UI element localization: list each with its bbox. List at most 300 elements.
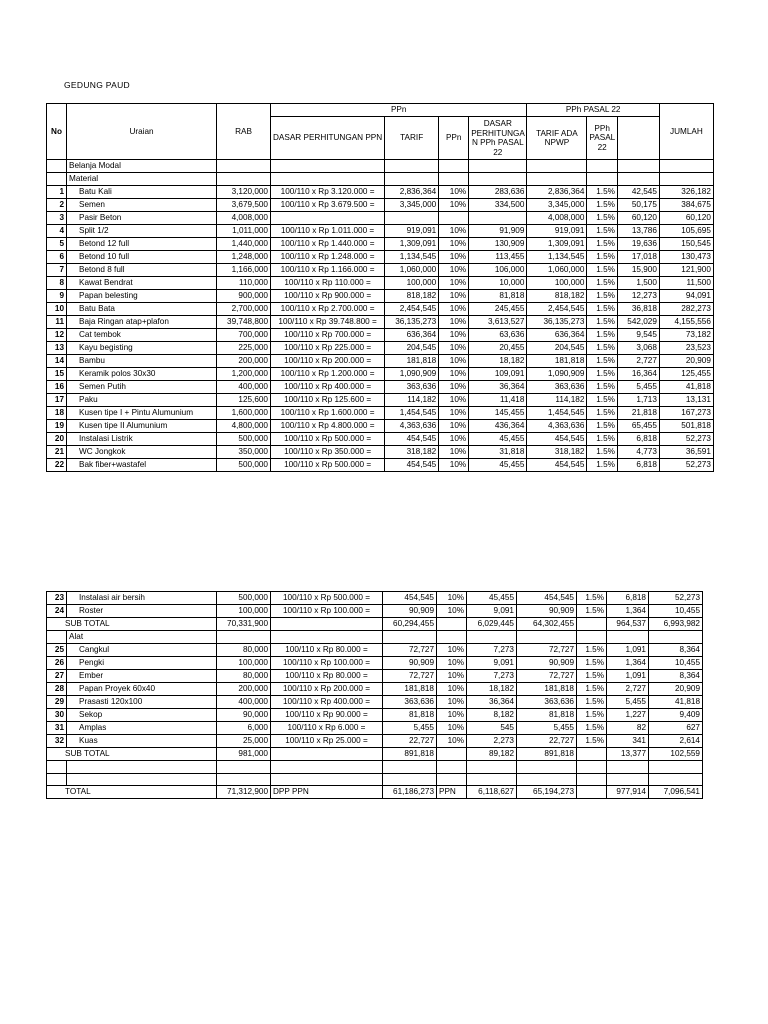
table-cell: 36,818 [617, 303, 659, 316]
table-cell: 10% [439, 446, 469, 459]
table-cell: 100/110 x Rp 2.700.000 = [271, 303, 385, 316]
table-cell: 636,364 [527, 329, 587, 342]
table-cell: 52,273 [659, 459, 713, 472]
table-cell: 341 [607, 735, 649, 748]
table-cell: 10% [437, 657, 467, 670]
table-cell: 5,455 [517, 722, 577, 735]
table-cell: 1.5% [587, 316, 617, 329]
table-cell: 3 [47, 212, 67, 225]
table-cell: 2,700,000 [217, 303, 271, 316]
table-row [47, 605, 703, 618]
table-cell: 18 [47, 407, 67, 420]
table-cell: 100/110 x Rp 350.000 = [271, 446, 385, 459]
table-cell: 113,455 [469, 251, 527, 264]
table-cell: 36,591 [659, 446, 713, 459]
table-cell: 10% [439, 251, 469, 264]
table-cell: 16 [47, 381, 67, 394]
table-cell: 8,364 [649, 670, 703, 683]
table-cell: Semen Putih [67, 381, 217, 394]
table-cell: 1.5% [587, 264, 617, 277]
table-cell: 8,182 [467, 709, 517, 722]
table-cell: 1,060,000 [527, 264, 587, 277]
table-cell: 1,227 [607, 709, 649, 722]
table-cell: Kawat Bendrat [67, 277, 217, 290]
table-cell: 2,273 [467, 735, 517, 748]
table-cell: 1,454,545 [385, 407, 439, 420]
table-cell: 2,454,545 [385, 303, 439, 316]
table-cell: 45,455 [467, 592, 517, 605]
table-cell: 1.5% [587, 446, 617, 459]
table-row [47, 238, 714, 251]
table-row [47, 722, 703, 735]
header-ppn: PPn [439, 117, 469, 160]
table-cell: 1.5% [587, 342, 617, 355]
table-cell: 100/110 x Rp 1.440.000 = [271, 238, 385, 251]
table-cell: 125,600 [217, 394, 271, 407]
table-cell [469, 212, 527, 225]
summary-cell: 891,818 [383, 748, 437, 761]
summary-label: SUB TOTAL [47, 748, 217, 761]
table-cell: 10% [439, 303, 469, 316]
section-belanja-modal: Belanja Modal [67, 160, 217, 173]
table-row [47, 199, 714, 212]
table-cell: 114,182 [527, 394, 587, 407]
table-cell: 100/110 x Rp 500.000 = [271, 433, 385, 446]
table-cell: 326,182 [659, 186, 713, 199]
table-cell: 28 [47, 683, 67, 696]
table-cell: 10% [439, 238, 469, 251]
table-cell: 542,029 [617, 316, 659, 329]
table-cell: 1,364 [607, 605, 649, 618]
table-cell: 334,500 [469, 199, 527, 212]
table-cell: 200,000 [217, 355, 271, 368]
table-cell: 50,175 [617, 199, 659, 212]
table-cell: 1,248,000 [217, 251, 271, 264]
table-cell: 1.5% [587, 459, 617, 472]
table-row [47, 225, 714, 238]
table-cell: 225,000 [217, 342, 271, 355]
table-cell: 100/110 x Rp 1.166.000 = [271, 264, 385, 277]
table-row [47, 186, 714, 199]
header-rab: RAB [217, 104, 271, 160]
table-row [47, 303, 714, 316]
table-cell: 363,636 [517, 696, 577, 709]
summary-cell: 981,000 [217, 748, 271, 761]
table-cell: 4,155,556 [659, 316, 713, 329]
table-cell: 23 [47, 592, 67, 605]
table-cell: 363,636 [385, 381, 439, 394]
summary-cell: 102,559 [649, 748, 703, 761]
table-cell: 919,091 [385, 225, 439, 238]
table-cell: Baja Ringan atap+plafon [67, 316, 217, 329]
table-cell: 1.5% [577, 683, 607, 696]
table-cell: 10% [437, 722, 467, 735]
table-cell: 1,090,909 [385, 368, 439, 381]
table-cell: 19,636 [617, 238, 659, 251]
table-cell: 3,120,000 [217, 186, 271, 199]
table-cell: Papan belesting [67, 290, 217, 303]
table-cell: 1,200,000 [217, 368, 271, 381]
table-cell: 1,309,091 [527, 238, 587, 251]
summary-cell [437, 618, 467, 631]
table-cell: 11,418 [469, 394, 527, 407]
table-cell: 100/110 x Rp 1.011.000 = [271, 225, 385, 238]
table-cell: 454,545 [385, 459, 439, 472]
table-cell: 150,545 [659, 238, 713, 251]
table-cell: 454,545 [527, 433, 587, 446]
table-cell: 919,091 [527, 225, 587, 238]
table-cell: 700,000 [217, 329, 271, 342]
table-cell: 9 [47, 290, 67, 303]
table-cell: 41,818 [659, 381, 713, 394]
table-cell: Bak fiber+wastafel [67, 459, 217, 472]
table-cell: 9,091 [467, 605, 517, 618]
summary-cell [271, 618, 383, 631]
table-cell: 91,909 [469, 225, 527, 238]
table-cell: Papan Proyek 60x40 [67, 683, 217, 696]
table-cell: 10% [439, 420, 469, 433]
header-ppn-group: PPn [271, 104, 527, 117]
table-row [47, 290, 714, 303]
table-cell: 501,818 [659, 420, 713, 433]
table-cell: 4 [47, 225, 67, 238]
header-dasar-ppn: DASAR PERHITUNGAN PPN [271, 117, 385, 160]
table-cell: 100/110 x Rp 39.748.800 = [271, 316, 385, 329]
table-cell: 5 [47, 238, 67, 251]
table-cell: 350,000 [217, 446, 271, 459]
table-row [47, 329, 714, 342]
table-cell: 318,182 [385, 446, 439, 459]
table-cell: 1.5% [587, 277, 617, 290]
summary-cell: 64,302,455 [517, 618, 577, 631]
table-cell: 10% [439, 342, 469, 355]
table-cell: 1,440,000 [217, 238, 271, 251]
table-cell: 110,000 [217, 277, 271, 290]
table-cell: 10% [437, 709, 467, 722]
table-cell: 81,818 [383, 709, 437, 722]
header-pph-group: PPh PASAL 22 [527, 104, 659, 117]
table-row [47, 644, 703, 657]
table-cell: 100/110 x Rp 1.600.000 = [271, 407, 385, 420]
table-cell: 10% [439, 355, 469, 368]
summary-cell [577, 748, 607, 761]
table-cell: 19 [47, 420, 67, 433]
table-cell: 100/110 x Rp 125.600 = [271, 394, 385, 407]
table-cell: Kusen tipe II Alumunium [67, 420, 217, 433]
blank-row [47, 773, 703, 786]
table-cell: 454,545 [527, 459, 587, 472]
table-cell: 10% [439, 407, 469, 420]
table-cell: 2 [47, 199, 67, 212]
table-cell: 100/110 x Rp 90.000 = [271, 709, 383, 722]
table-cell: 167,273 [659, 407, 713, 420]
summary-cell: 89,182 [467, 748, 517, 761]
table-cell: 245,455 [469, 303, 527, 316]
table-cell: 1,134,545 [527, 251, 587, 264]
table-cell: 4,008,000 [527, 212, 587, 225]
table-cell: 125,455 [659, 368, 713, 381]
table-cell: 82 [607, 722, 649, 735]
table-cell: 900,000 [217, 290, 271, 303]
table-cell: 100,000 [385, 277, 439, 290]
table-cell: 2,836,364 [385, 186, 439, 199]
table-cell: 454,545 [517, 592, 577, 605]
table-cell: 1.5% [587, 394, 617, 407]
table-cell: 31,818 [469, 446, 527, 459]
table-cell: 1.5% [587, 238, 617, 251]
section-material: Material [67, 173, 217, 186]
table-row [47, 420, 714, 433]
table-row [47, 264, 714, 277]
table-cell: Instalasi Listrik [67, 433, 217, 446]
table-row [47, 446, 714, 459]
table-cell: 30 [47, 709, 67, 722]
table-cell: 2,454,545 [527, 303, 587, 316]
table-cell: 1.5% [587, 251, 617, 264]
table-cell: 100/110 x Rp 700.000 = [271, 329, 385, 342]
table-row [47, 683, 703, 696]
table-cell: Betond 8 full [67, 264, 217, 277]
table-cell: 10% [437, 592, 467, 605]
table-row [47, 459, 714, 472]
table-cell: 63,636 [469, 329, 527, 342]
table-cell: 1 [47, 186, 67, 199]
table-cell: 15,900 [617, 264, 659, 277]
table-cell: Keramik polos 30x30 [67, 368, 217, 381]
summary-cell: 964,537 [607, 618, 649, 631]
page-title: GEDUNG PAUD [64, 80, 130, 90]
table-cell: 627 [649, 722, 703, 735]
table-cell: Batu Bata [67, 303, 217, 316]
table-cell: 500,000 [217, 459, 271, 472]
table-cell: 21,818 [617, 407, 659, 420]
table-cell: Kusen tipe I + Pintu Alumunium [67, 407, 217, 420]
table-cell: 10% [439, 264, 469, 277]
header-dasar-pph: DASAR PERHITUNGA N PPh PASAL 22 [469, 117, 527, 160]
table-cell: 100/110 x Rp 1.200.000 = [271, 368, 385, 381]
table-cell: 10% [439, 277, 469, 290]
table-cell: 25 [47, 644, 67, 657]
table-cell: 42,545 [617, 186, 659, 199]
table-cell: 1,060,000 [385, 264, 439, 277]
table-cell: 4,008,000 [217, 212, 271, 225]
table-cell: 11,500 [659, 277, 713, 290]
table-cell: 200,000 [217, 683, 271, 696]
summary-cell [271, 748, 383, 761]
table-cell: 400,000 [217, 696, 271, 709]
table-cell: 454,545 [383, 592, 437, 605]
table-cell: 100/110 x Rp 900.000 = [271, 290, 385, 303]
table-cell: 72,727 [383, 670, 437, 683]
table-cell: 100/110 x Rp 200.000 = [271, 355, 385, 368]
table-cell: 13 [47, 342, 67, 355]
table-cell: 1.5% [577, 657, 607, 670]
table-cell: 105,695 [659, 225, 713, 238]
table-cell: 10% [439, 459, 469, 472]
table-cell: 90,909 [383, 605, 437, 618]
table-cell: 100/110 x Rp 4.800.000 = [271, 420, 385, 433]
table-cell: 1.5% [577, 605, 607, 618]
table-row [47, 394, 714, 407]
table-cell: 106,000 [469, 264, 527, 277]
table-cell: 2,727 [617, 355, 659, 368]
table-cell: 73,182 [659, 329, 713, 342]
table-cell: 3,679,500 [217, 199, 271, 212]
table-cell: 24 [47, 605, 67, 618]
summary-cell [577, 786, 607, 799]
table-cell: 10% [437, 670, 467, 683]
header-row-1 [47, 104, 714, 117]
table-cell: Cangkul [67, 644, 217, 657]
table-cell: 1,454,545 [527, 407, 587, 420]
table-cell: 10% [437, 644, 467, 657]
table-cell: 384,675 [659, 199, 713, 212]
summary-cell: 6,993,982 [649, 618, 703, 631]
table-cell: 5,455 [607, 696, 649, 709]
table-cell: 100/110 x Rp 25.000 = [271, 735, 383, 748]
table-cell: 3,613,527 [469, 316, 527, 329]
table-cell: 60,120 [617, 212, 659, 225]
summary-cell: 60,294,455 [383, 618, 437, 631]
table-cell: 10,455 [649, 657, 703, 670]
table-cell: 2,614 [649, 735, 703, 748]
subtotal-row [47, 748, 703, 761]
table-cell: 1.5% [587, 381, 617, 394]
table-cell: 500,000 [217, 592, 271, 605]
table-cell: 4,800,000 [217, 420, 271, 433]
table-cell: Betond 12 full [67, 238, 217, 251]
table-cell: 10,000 [469, 277, 527, 290]
table-cell: 636,364 [385, 329, 439, 342]
table-cell: 10% [439, 290, 469, 303]
table-cell: 1.5% [587, 433, 617, 446]
header-pph22: PPh PASAL 22 [587, 117, 617, 160]
table-cell: 1,600,000 [217, 407, 271, 420]
table-cell: 1,011,000 [217, 225, 271, 238]
table-cell: 7,273 [467, 670, 517, 683]
table-cell: 100/110 x Rp 100.000 = [271, 605, 383, 618]
table-cell: 100/110 x Rp 3.120.000 = [271, 186, 385, 199]
table-cell: 1,713 [617, 394, 659, 407]
table-cell: 72,727 [517, 644, 577, 657]
table-cell: 100/110 x Rp 6.000 = [271, 722, 383, 735]
table-cell: 130,473 [659, 251, 713, 264]
table-cell: 1.5% [587, 212, 617, 225]
table-cell: 100/110 x Rp 225.000 = [271, 342, 385, 355]
table-row [47, 355, 714, 368]
table-cell: 8 [47, 277, 67, 290]
table-cell: Pengki [67, 657, 217, 670]
table-cell: Split 1/2 [67, 225, 217, 238]
summary-cell [577, 618, 607, 631]
tax-table-part-1 [46, 103, 714, 472]
table-cell: 8,364 [649, 644, 703, 657]
table-cell: 100/110 x Rp 400.000 = [271, 381, 385, 394]
table-cell: 10% [439, 394, 469, 407]
table-cell: 1.5% [587, 329, 617, 342]
table-cell: 6,818 [617, 459, 659, 472]
table-cell: 10% [439, 329, 469, 342]
summary-cell [437, 748, 467, 761]
table-cell: 22,727 [383, 735, 437, 748]
table-cell: 282,273 [659, 303, 713, 316]
table-row [47, 381, 714, 394]
table-cell: 10,455 [649, 605, 703, 618]
section-row [47, 160, 714, 173]
table-cell: Cat tembok [67, 329, 217, 342]
table-cell: 100/110 x Rp 400.000 = [271, 696, 383, 709]
header-uraian: Uraian [67, 104, 217, 160]
summary-cell: 7,096,541 [649, 786, 703, 799]
table-cell: 20,909 [659, 355, 713, 368]
table-cell: Sekop [67, 709, 217, 722]
table-row [47, 251, 714, 264]
table-row [47, 433, 714, 446]
total-row [47, 786, 703, 799]
blank-row [47, 761, 703, 774]
table-cell: 80,000 [217, 670, 271, 683]
table-cell: 181,818 [385, 355, 439, 368]
table-cell: 818,182 [527, 290, 587, 303]
table-cell: 6,000 [217, 722, 271, 735]
table-cell: 32 [47, 735, 67, 748]
table-cell: 109,091 [469, 368, 527, 381]
table-cell: Betond 10 full [67, 251, 217, 264]
summary-label: SUB TOTAL [47, 618, 217, 631]
table-cell [385, 212, 439, 225]
table-cell: 1,364 [607, 657, 649, 670]
table-cell: 14 [47, 355, 67, 368]
table-cell: 100/110 x Rp 110.000 = [271, 277, 385, 290]
table-cell: 90,909 [517, 605, 577, 618]
table-cell: 1.5% [587, 355, 617, 368]
summary-cell: 61,186,273 [383, 786, 437, 799]
summary-cell: 891,818 [517, 748, 577, 761]
table-cell: 1,166,000 [217, 264, 271, 277]
table-cell: 10% [437, 735, 467, 748]
table-cell: 181,818 [383, 683, 437, 696]
table-cell: 1.5% [587, 186, 617, 199]
section-label: Alat [67, 631, 217, 644]
table-cell: 1.5% [587, 290, 617, 303]
table-cell: 52,273 [659, 433, 713, 446]
table-cell: 100,000 [217, 605, 271, 618]
table-cell: 12,273 [617, 290, 659, 303]
table-cell: 6 [47, 251, 67, 264]
summary-cell: 6,029,445 [467, 618, 517, 631]
table-cell: Bambu [67, 355, 217, 368]
table-cell: 10% [437, 683, 467, 696]
summary-cell: PPN [437, 786, 467, 799]
table-cell: 29 [47, 696, 67, 709]
summary-cell: 13,377 [607, 748, 649, 761]
table-cell: 16,364 [617, 368, 659, 381]
table-cell: Kuas [67, 735, 217, 748]
table-cell: 90,909 [517, 657, 577, 670]
table-cell: 1.5% [587, 199, 617, 212]
table-cell: 1.5% [577, 722, 607, 735]
table-cell: 100/110 x Rp 200.000 = [271, 683, 383, 696]
table-cell: Paku [67, 394, 217, 407]
table-cell: 2,836,364 [527, 186, 587, 199]
table-cell: 80,000 [217, 644, 271, 657]
table-cell: 100/110 x Rp 500.000 = [271, 592, 383, 605]
table-cell: 12 [47, 329, 67, 342]
header-jumlah: JUMLAH [659, 104, 713, 160]
summary-cell: 65,194,273 [517, 786, 577, 799]
table-cell: 121,900 [659, 264, 713, 277]
table-cell: 1,091 [607, 644, 649, 657]
